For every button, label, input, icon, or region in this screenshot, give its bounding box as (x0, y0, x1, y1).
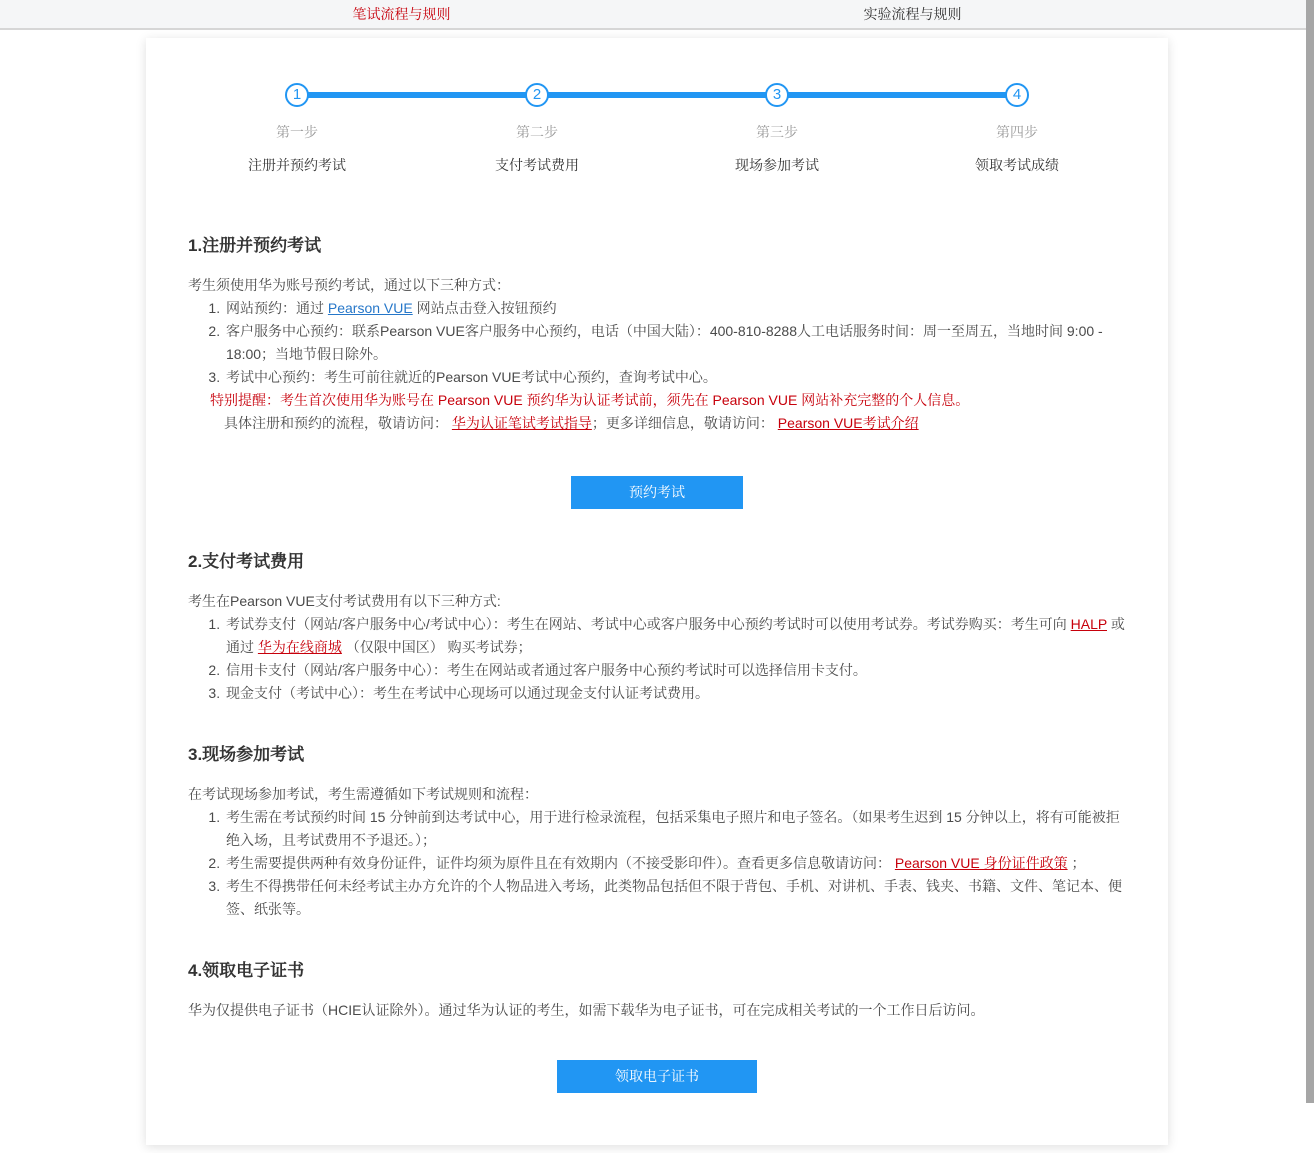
vertical-scrollbar[interactable] (1306, 0, 1314, 1103)
book-exam-button-row (188, 435, 1126, 509)
step-2-sublabel: 第二步 (516, 122, 558, 142)
section-3-list (188, 806, 1126, 921)
item-text: 考生需要提供两种有效身份证件，证件均须为原件且在有效期内（不接受影印件）。查看更多信息敬请访问： (226, 855, 895, 871)
main-content-card (146, 38, 1168, 1145)
item-text: 网站预约：通过 (226, 300, 328, 316)
exam-process-stepper (177, 38, 1137, 175)
step-1-circle: 1 (285, 83, 309, 107)
step-3-name: 现场参加考试 (735, 155, 819, 175)
list-item: 1. 考生需在考试预约时间 15 分钟前到达考试中心，用于进行检录流程，包括采集电子照片和电子签名。（如果考生迟到 15 分钟以上，将有可能被拒绝入场，且考试费用不予退还。）； (224, 806, 1126, 852)
list-item: 3. 考试中心预约：考生可前往就近的Pearson VUE考试中心预约，查询考试中心。 (224, 366, 1126, 389)
pearson-vue-link[interactable]: Pearson VUE (328, 300, 413, 316)
written-exam-guide-link[interactable]: 华为认证笔试考试指导 (452, 415, 592, 431)
tab-lab-exam-rules[interactable]: 实验流程与规则 (657, 0, 1168, 28)
section-1-intro: 考生须使用华为账号预约考试，通过以下三种方式： (188, 274, 1126, 297)
list-item: 2. 信用卡支付（网站/客户服务中心）：考生在网站或者通过客户服务中心预约考试时可以选择信用卡支付。 (224, 659, 1126, 682)
stepper-connector-line (297, 92, 1017, 98)
special-reminder-text: 特别提醒：考生首次使用华为账号在 Pearson VUE 预约华为认证考试前，须先在 Pearson VUE 网站补充完整的个人信息。 (210, 389, 1126, 412)
get-certificate-button-row (188, 1022, 1126, 1093)
halp-link[interactable]: HALP (1071, 616, 1107, 632)
registration-guide-line (224, 412, 1126, 435)
item-text: 网站点击登入按钮预约 (413, 300, 557, 316)
list-item: 2. 客户服务中心预约：联系Pearson VUE客户服务中心预约，电话（中国大陆）：400-810-8288人工电话服务时间：周一至周五，当地时间 9:00 - 18:00；当地节假日除外。 (224, 320, 1126, 366)
step-3-sublabel: 第三步 (756, 122, 798, 142)
id-policy-link[interactable]: Pearson VUE 身份证件政策 (895, 855, 1068, 871)
item-text: ； (1068, 855, 1086, 871)
section-1-title: 1.注册并预约考试 (188, 231, 1126, 256)
step-2-name: 支付考试费用 (495, 155, 579, 175)
list-item: 3. 考生不得携带任何未经考试主办方允许的个人物品进入考场，此类物品包括但不限于背包、手机、对讲机、手表、钱夹、书籍、文件、笔记本、便签、纸张等。 (224, 875, 1126, 921)
step-1-sublabel: 第一步 (276, 122, 318, 142)
pearson-vue-intro-link[interactable]: Pearson VUE考试介绍 (778, 415, 919, 431)
huawei-online-store-link[interactable]: 华为在线商城 (258, 639, 342, 655)
step-4-circle: 4 (1005, 83, 1029, 107)
item-text: 考试券支付（网站/客户服务中心/考试中心）：考生在网站、考试中心或客户服务中心预约考试时可以使用考试券。考试券购买：考生可向 (226, 616, 1071, 632)
guide-text: 具体注册和预约的流程，敬请访问： (224, 415, 452, 431)
item-text: 或通过 (226, 616, 1125, 655)
tab-written-exam-rules[interactable]: 笔试流程与规则 (146, 0, 657, 28)
step-1-name: 注册并预约考试 (248, 155, 346, 175)
step-4-name: 领取考试成绩 (975, 155, 1059, 175)
section-3-title: 3.现场参加考试 (188, 740, 1126, 765)
tab-container (146, 0, 1168, 28)
book-exam-button[interactable]: 预约考试 (571, 476, 743, 509)
get-certificate-button[interactable]: 领取电子证书 (557, 1060, 757, 1093)
section-3-intro: 在考试现场参加考试，考生需遵循如下考试规则和流程： (188, 783, 1126, 806)
list-item: 3. 现金支付（考试中心）：考生在考试中心现场可以通过现金支付认证考试费用。 (224, 682, 1126, 705)
step-2-circle: 2 (525, 83, 549, 107)
list-item (224, 297, 1126, 320)
top-tab-bar (0, 0, 1314, 30)
section-4-intro: 华为仅提供电子证书（HCIE认证除外）。通过华为认证的考生，如需下载华为电子证书，可在完成相关考试的一个工作日后访问。 (188, 999, 1126, 1022)
list-item (224, 613, 1126, 659)
step-4-sublabel: 第四步 (996, 122, 1038, 142)
content-area (146, 231, 1168, 1093)
section-2-list (188, 613, 1126, 705)
step-3-circle: 3 (765, 83, 789, 107)
section-2-intro: 考生在Pearson VUE支付考试费用有以下三种方式: (188, 590, 1126, 613)
item-text: （仅限中国区） 购买考试券； (342, 639, 532, 655)
list-item (224, 852, 1126, 875)
guide-text: ；更多详细信息，敬请访问： (592, 415, 778, 431)
section-4-title: 4.领取电子证书 (188, 956, 1126, 981)
section-2-title: 2.支付考试费用 (188, 547, 1126, 572)
section-1-list (188, 297, 1126, 389)
